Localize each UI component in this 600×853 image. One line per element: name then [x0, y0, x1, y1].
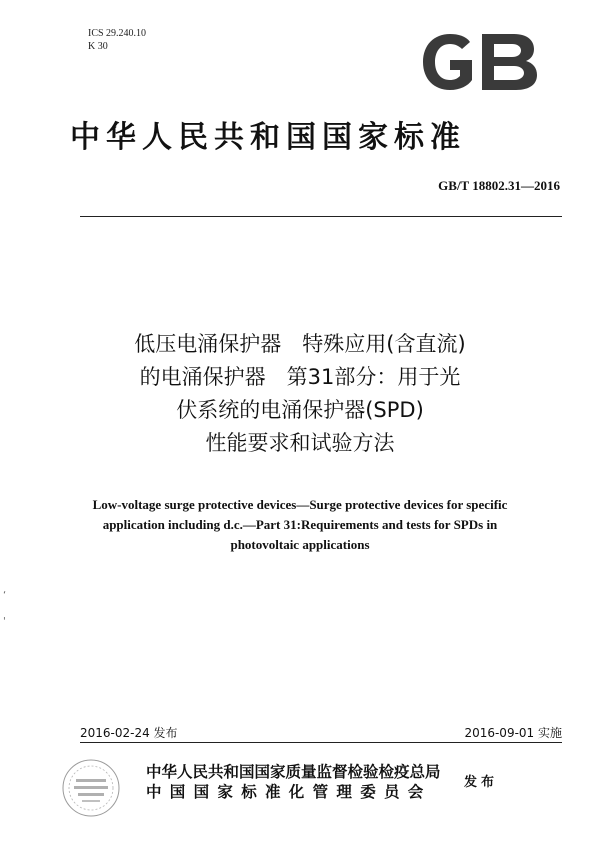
standard-number: GB/T 18802.31—2016 — [438, 178, 560, 193]
scan-margin-mark: ' — [3, 616, 6, 627]
header-divider — [80, 216, 562, 217]
anti-counterfeit-seal-icon — [60, 757, 122, 819]
english-title-line: photovoltaic applications — [230, 537, 370, 552]
issuing-authorities — [146, 762, 441, 802]
issuer-aqsiq: 中华人民共和国国家质量监督检验检疫总局 — [146, 763, 441, 781]
chinese-title-line: 的电涌保护器 第31部分：用于光 — [139, 365, 461, 389]
gb-logo — [418, 32, 542, 92]
english-title-line: application including d.c.—Part 31:Requirements and tests for SPDs in — [102, 517, 498, 532]
issuer-sac: 中国国家标准化管理委员会 — [146, 783, 432, 801]
ccs-code: K 30 — [88, 41, 108, 52]
classification-codes — [88, 27, 146, 53]
issue-date: 2016-02-24 发布 — [80, 726, 178, 740]
english-title-line: Low-voltage surge protective devices—Surge protective devices for specific — [92, 497, 508, 512]
national-standard-title: 中华人民共和国国家标准 — [70, 120, 466, 155]
scan-margin-mark: ‘ — [3, 590, 7, 601]
chinese-title — [60, 328, 540, 460]
ics-code: ICS 29.240.10 — [88, 28, 147, 39]
chinese-title-line: 伏系统的电涌保护器(SPD) — [176, 398, 424, 422]
english-title — [70, 495, 530, 555]
implementation-date: 2016-09-01 实施 — [464, 726, 562, 740]
chinese-title-line: 低压电涌保护器 特殊应用(含直流) — [134, 332, 466, 356]
publish-label: 发布 — [464, 775, 499, 790]
footer-divider — [80, 742, 562, 743]
chinese-title-line: 性能要求和试验方法 — [205, 431, 395, 455]
